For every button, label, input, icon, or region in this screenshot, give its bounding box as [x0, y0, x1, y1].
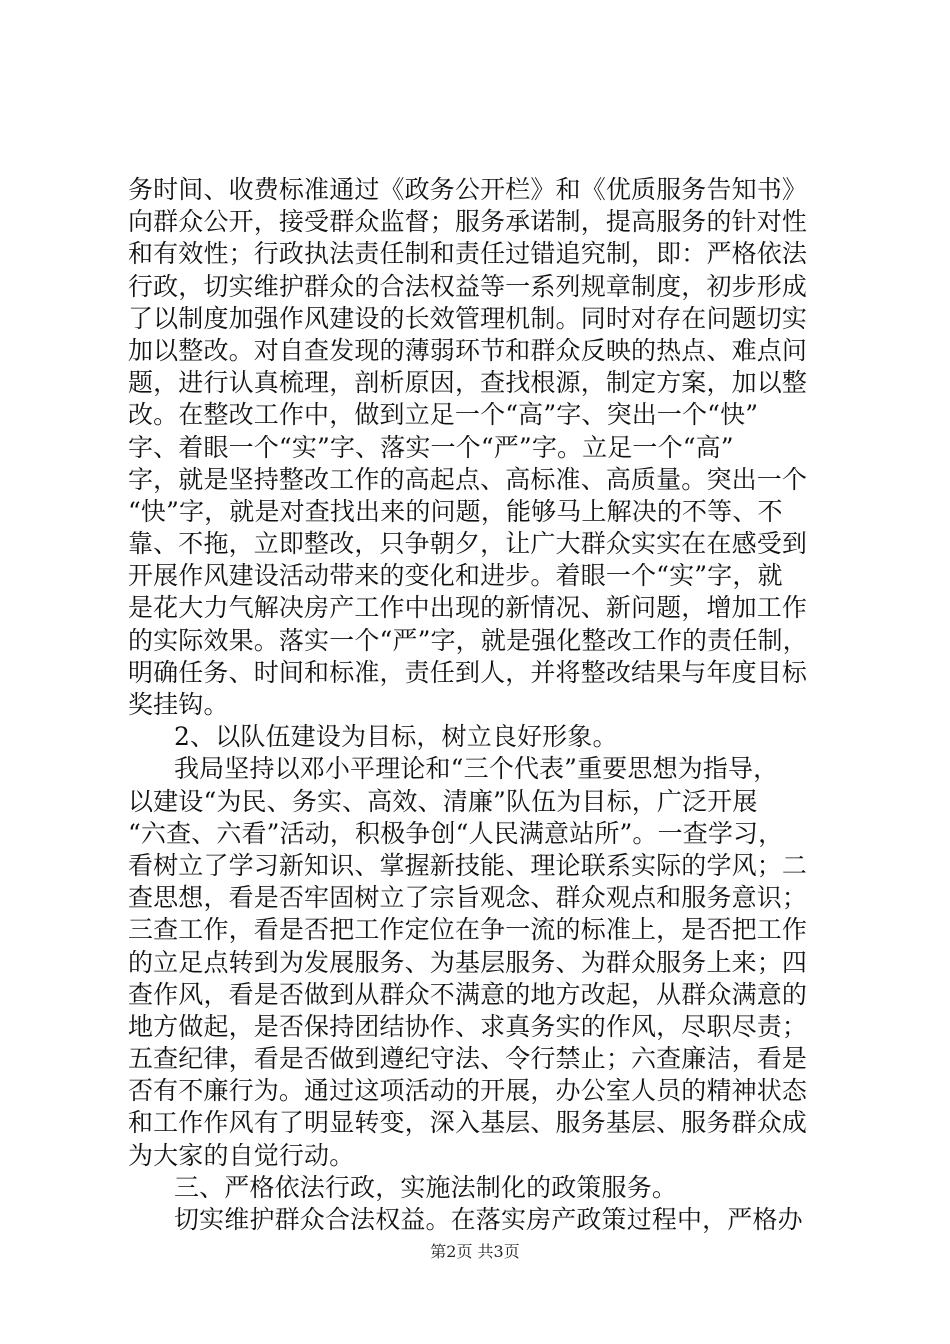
- text-line: 明确任务、时间和标准，责任到人，并将整改结果与年度目标: [128, 657, 808, 687]
- text-line: 三查工作，看是否把工作定位在争一流的标准上，是否把工作: [128, 915, 808, 945]
- text-line: 向群众公开，接受群众监督；服务承诺制，提高服务的针对性: [128, 207, 808, 237]
- text-line: 查思想，看是否牢固树立了宗旨观念、群众观点和服务意识；: [128, 883, 808, 913]
- text-line: 改。在整改工作中，做到立足一个“高”字、突出一个“快”: [128, 400, 759, 430]
- text-line: 查作风，看是否做到从群众不满意的地方改起，从群众满意的: [128, 979, 808, 1009]
- text-line: 奖挂钩。: [128, 690, 229, 719]
- text-line: 靠、不拖，立即整改，只争朝夕，让广大群众实实在在感受到: [128, 529, 808, 559]
- page-footer: 第2页 共3页: [430, 1242, 520, 1261]
- text-line: 的立足点转到为发展服务、为基层服务、为群众服务上来；四: [128, 947, 808, 977]
- text-line: 了以制度加强作风建设的长效管理机制。同时对存在问题切实: [128, 303, 808, 333]
- text-line: 否有不廉行为。通过这项活动的开展，办公室人员的精神状态: [128, 1076, 808, 1106]
- text-line: “快”字，就是对查找出来的问题，能够马上解决的不等、不: [128, 496, 783, 526]
- document-body: [128, 174, 828, 1236]
- section-heading: 2、以队伍建设为目标，树立良好形象。: [174, 722, 618, 752]
- text-line: 务时间、收费标准通过《政务公开栏》和《优质服务告知书》: [128, 175, 808, 204]
- text-line: 五查纪律，看是否做到遵纪守法、令行禁止；六查廉洁，看是: [128, 1044, 808, 1074]
- text-line: 和有效性；行政执法责任制和责任过错追究制，即：严格依法: [128, 239, 808, 269]
- text-line: 以建设“为民、务实、高效、清廉”队伍为目标，广泛开展: [128, 786, 758, 816]
- text-line: “六查、六看”活动，积极争创“人民满意站所”。一查学习，: [128, 818, 784, 848]
- text-line: 加以整改。对自查发现的薄弱环节和群众反映的热点、难点问: [128, 335, 808, 365]
- text-line: 字，就是坚持整改工作的高起点、高标准、高质量。突出一个: [128, 464, 808, 494]
- text-line: 题，进行认真梳理，剖析原因，查找根源，制定方案，加以整: [128, 368, 808, 398]
- paragraph-first-line: 切实维护群众合法权益。在落实房产政策过程中，严格办: [174, 1205, 803, 1234]
- text-line: 是花大力气解决房产工作中出现的新情况、新问题，增加工作: [128, 593, 808, 623]
- section-heading: 三、严格依法行政，实施法制化的政策服务。: [174, 1172, 678, 1202]
- text-line: 地方做起，是否保持团结协作、求真务实的作风，尽职尽责；: [128, 1011, 808, 1041]
- text-line: 字、着眼一个“实”字、落实一个“严”字。立足一个“高”: [128, 432, 734, 462]
- text-line: 看树立了学习新知识、掌握新技能、理论联系实际的学风；二: [128, 850, 808, 880]
- text-line: 行政，切实维护群众的合法权益等一系列规章制度，初步形成: [128, 271, 808, 301]
- text-line: 和工作作风有了明显转变，深入基层、服务基层、服务群众成: [128, 1108, 808, 1138]
- text-line: 为大家的自觉行动。: [128, 1140, 355, 1170]
- text-line: 开展作风建设活动带来的变化和进步。着眼一个“实”字，就: [128, 561, 783, 591]
- paragraph-first-line: 我局坚持以邓小平理论和“三个代表”重要思想为指导，: [174, 754, 779, 784]
- text-line: 的实际效果。落实一个“严”字，就是强化整改工作的责任制，: [128, 625, 808, 655]
